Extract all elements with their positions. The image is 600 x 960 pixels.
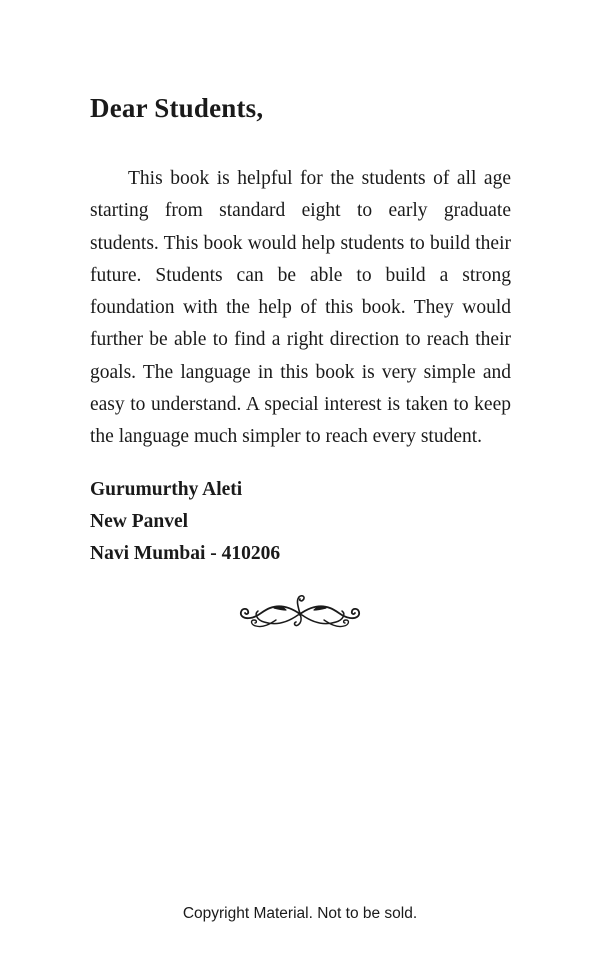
author-name: Gurumurthy Aleti <box>90 479 243 500</box>
letter-heading: Dear Students, <box>90 93 264 123</box>
author-locality: New Panvel <box>90 511 189 532</box>
signature-block <box>90 474 280 570</box>
copyright-notice: Copyright Material. Not to be sold. <box>182 905 418 922</box>
letter-body: This book is helpful for the students of all age starting from standard eight to early graduate students. This book would help students to build their future. Students can be able to build a strong foundation with the help of this book. They would further be able to find a right direction to reach their goals. The language in this book is very simple and easy to understand. A special interest is taken to keep the language much simpler to reach every student. <box>90 168 511 448</box>
author-city-pin: Navi Mumbai - 410206 <box>90 543 281 564</box>
flourish-divider-icon <box>236 592 364 634</box>
